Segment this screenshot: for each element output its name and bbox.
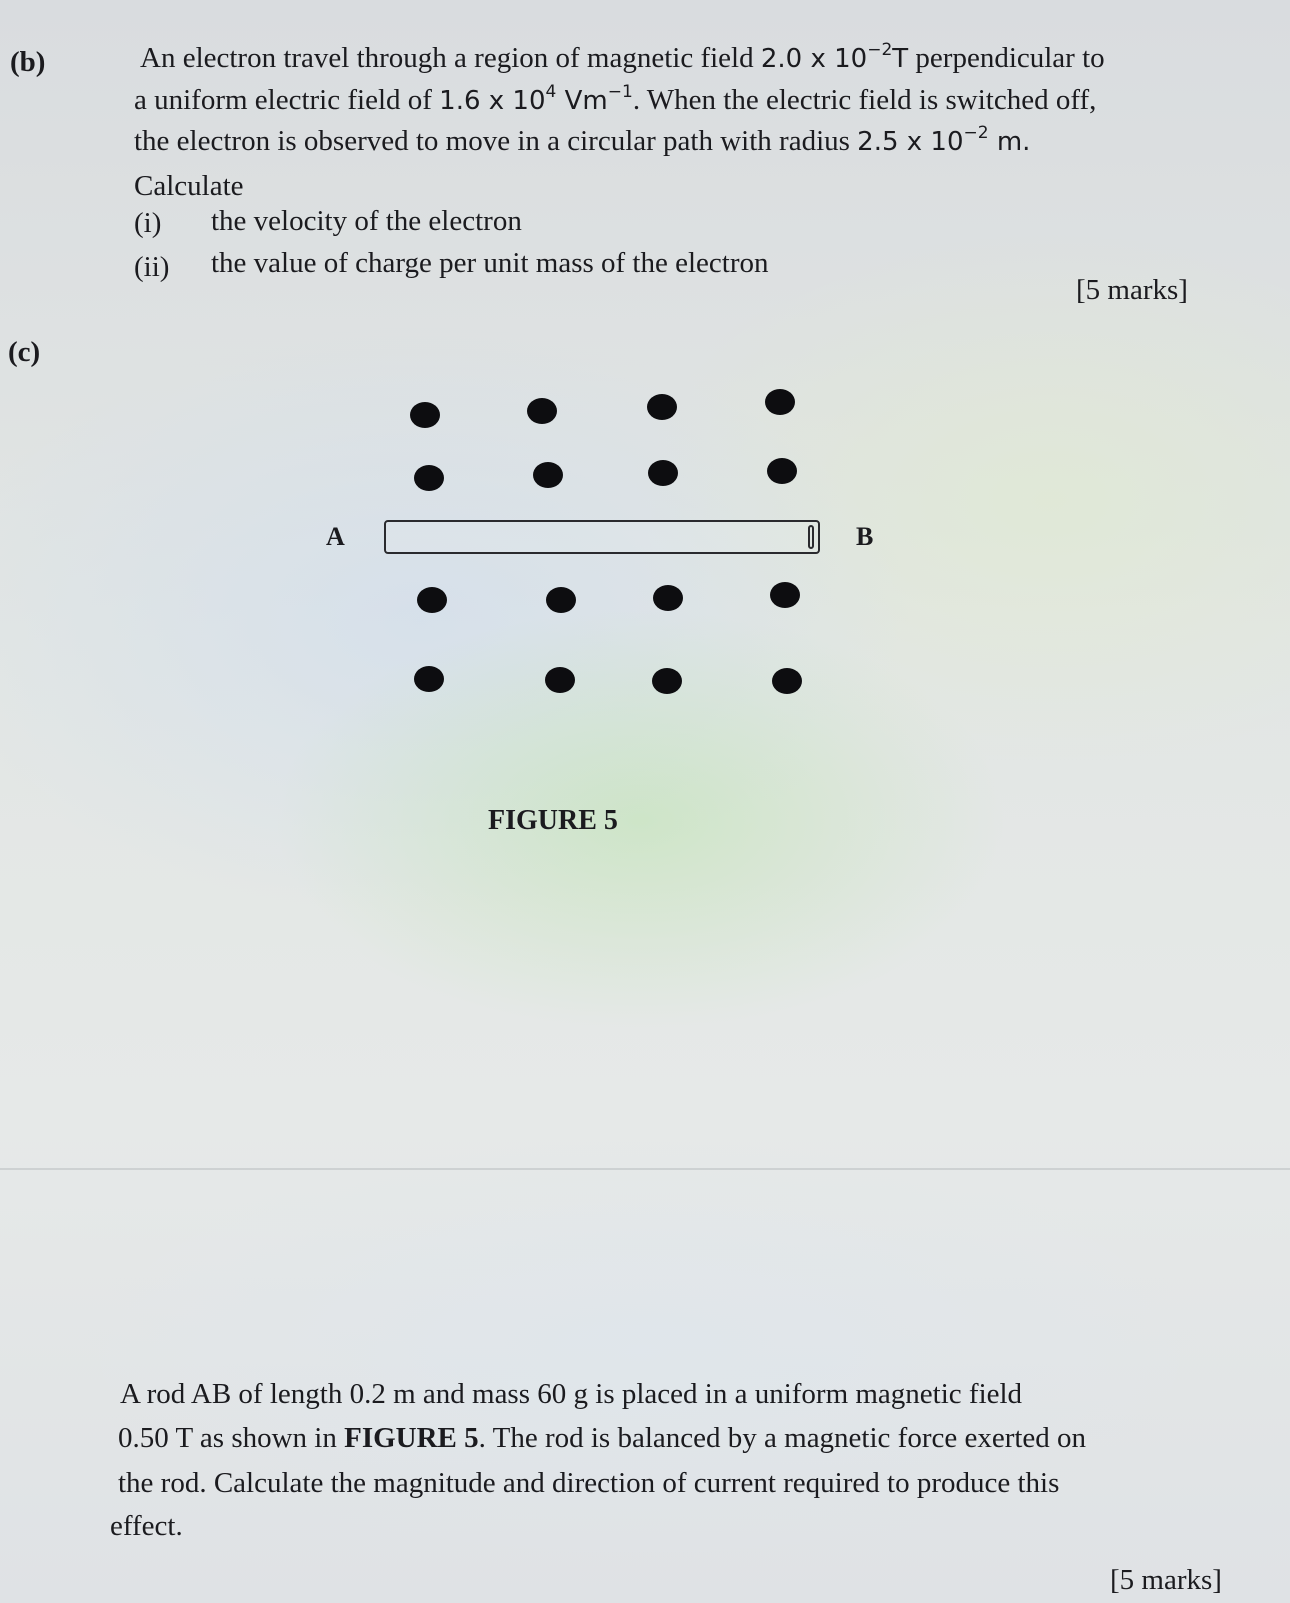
part-b-line-3-text: the electron is observed to move in a circular path with radius bbox=[134, 125, 850, 157]
item-ii-number: (ii) bbox=[134, 251, 170, 283]
part-c-line-2-pre: 0.50 T as shown in bbox=[118, 1422, 345, 1454]
part-b-line-2-text: a uniform electric field of bbox=[134, 84, 432, 116]
item-i-text: the velocity of the electron bbox=[211, 205, 522, 237]
field-dot-icon bbox=[648, 460, 678, 486]
part-c-line-3: the rod. Calculate the magnitude and direction of current required to produce this bbox=[118, 1467, 1060, 1499]
field-dot-icon bbox=[765, 389, 795, 415]
rod-ab bbox=[384, 520, 820, 554]
magnetic-field-value: 2.0 x $10^{-2}T$ bbox=[760, 40, 909, 74]
field-dot-icon bbox=[767, 458, 797, 484]
field-dot-icon bbox=[417, 587, 447, 613]
field-dot-icon bbox=[647, 394, 677, 420]
part-b-marks: [5 marks] bbox=[1076, 274, 1188, 306]
calculate-heading: Calculate bbox=[134, 170, 244, 202]
part-c-line-1: A rod AB of length 0.2 m and mass 60 g is placed in a uniform magnetic field bbox=[120, 1378, 1023, 1410]
part-b-label: (b) bbox=[10, 46, 46, 78]
field-dot-icon bbox=[410, 402, 440, 428]
rod-label-b: B bbox=[856, 522, 874, 551]
field-dot-icon bbox=[527, 398, 557, 424]
field-dot-icon bbox=[772, 668, 802, 694]
part-b-line-2 bbox=[134, 82, 1097, 116]
field-dot-icon bbox=[533, 462, 563, 488]
part-c-line-4: effect. bbox=[110, 1510, 183, 1542]
figure-caption: FIGURE 5 bbox=[488, 805, 618, 836]
part-b-line-2-tail: . When the electric field is switched off, bbox=[632, 84, 1097, 116]
field-dot-icon bbox=[545, 667, 575, 693]
part-b-line-1-text: An electron travel through a region of magnetic field bbox=[140, 42, 754, 74]
field-dot-icon bbox=[770, 582, 800, 608]
field-dot-icon bbox=[652, 668, 682, 694]
part-c-line-2 bbox=[118, 1424, 1086, 1453]
field-dot-icon bbox=[546, 587, 576, 613]
rod-label-a: A bbox=[326, 522, 345, 551]
part-c-label: (c) bbox=[8, 336, 41, 368]
item-ii-text: the value of charge per unit mass of the electron bbox=[211, 247, 769, 279]
item-i-number: (i) bbox=[134, 207, 162, 239]
field-dot-icon bbox=[653, 585, 683, 611]
part-c-line-2-post: . The rod is balanced by a magnetic force exerted on bbox=[478, 1422, 1087, 1454]
part-c-marks: [5 marks] bbox=[1110, 1564, 1222, 1596]
electric-field-value: 1.6 x $10^4$ $Vm^{-1}$ bbox=[439, 82, 633, 116]
field-dot-icon bbox=[414, 465, 444, 491]
figure-reference: FIGURE 5 bbox=[344, 1422, 479, 1454]
part-b-line-1-tail: perpendicular to bbox=[915, 42, 1105, 74]
part-b-line-1 bbox=[140, 40, 1105, 74]
radius-value: 2.5 x $10^{-2}$ m. bbox=[857, 123, 1031, 157]
field-dot-icon bbox=[414, 666, 444, 692]
rod-end-cap bbox=[808, 525, 814, 549]
paper-fold-line bbox=[0, 1168, 1290, 1170]
part-b-line-3 bbox=[134, 123, 1031, 157]
